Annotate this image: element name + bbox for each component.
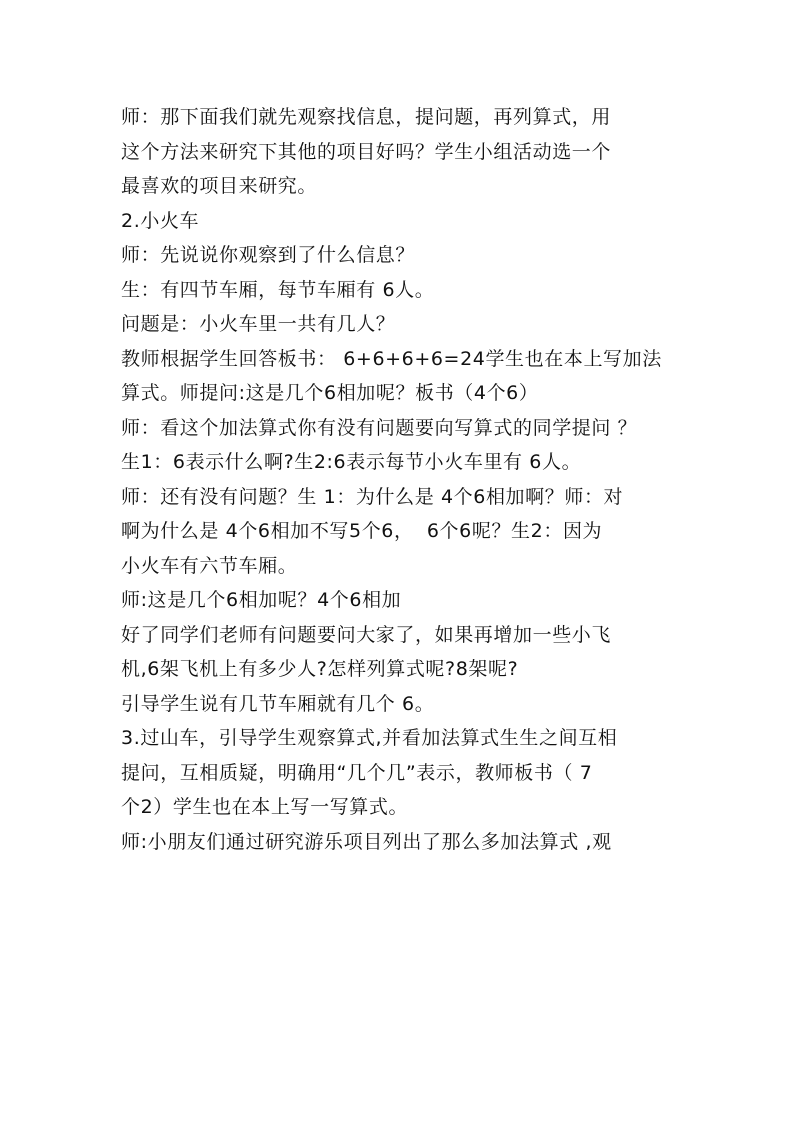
text-line: 最喜欢的项目来研究。 <box>121 175 318 197</box>
section-heading: 3.过山车，引导学生观察算式,并看加法算式生生之间互相 <box>121 727 618 749</box>
text-line: 好了同学们老师有问题要问大家了，如果再增加一些小飞 <box>121 623 612 646</box>
text-line: 算式。师提问:这是几个6相加呢？板书（4个6） <box>121 382 539 404</box>
text-line: 师:小朋友们通过研究游乐项目列出了那么多加法算式 ,观 <box>121 830 612 853</box>
text-line: 生：有四节车厢，每节车厢有 6人。 <box>121 278 435 301</box>
text-line: 啊为什么是 4个6相加不写5个6， 6个6呢？生2：因为 <box>121 520 603 542</box>
document-body <box>121 100 681 859</box>
text-line: 小火车有六节车厢。 <box>121 554 298 577</box>
text-line: 机,6架飞机上有多少人?怎样列算式呢?8架呢? <box>121 658 519 680</box>
text-line: 引导学生说有几节车厢就有几个 6。 <box>121 692 435 715</box>
text-line: 这个方法来研究下其他的项目好吗？学生小组活动选一个 <box>121 140 612 163</box>
text-line: 生1：6表示什么啊?生2:6表示每节小火车里有 6人。 <box>121 451 582 473</box>
section-heading: 2.小火车 <box>121 209 200 232</box>
text-line: 师：先说说你观察到了什么信息？ <box>121 244 416 266</box>
text-line: 师:这是几个6相加呢？4个6相加 <box>121 589 402 611</box>
text-line: 师：那下面我们就先观察找信息，提问题，再列算式，用 <box>121 106 612 128</box>
text-line: 师：还有没有问题？生 1：为什么是 4个6相加啊？师：对 <box>121 485 624 508</box>
text-line: 问题是：小火车里一共有几人？ <box>121 313 396 335</box>
text-line: 师：看这个加法算式你有没有问题要向写算式的同学提问 ？ <box>121 416 638 439</box>
text-line: 提问，互相质疑，明确用“几个几”表示，教师板书（ 7 <box>121 761 593 784</box>
text-line: 教师根据学生回答板书： 6+6+6+6=24学生也在本上写加法 <box>121 347 662 370</box>
text-line: 个2）学生也在本上写一写算式。 <box>121 796 409 818</box>
